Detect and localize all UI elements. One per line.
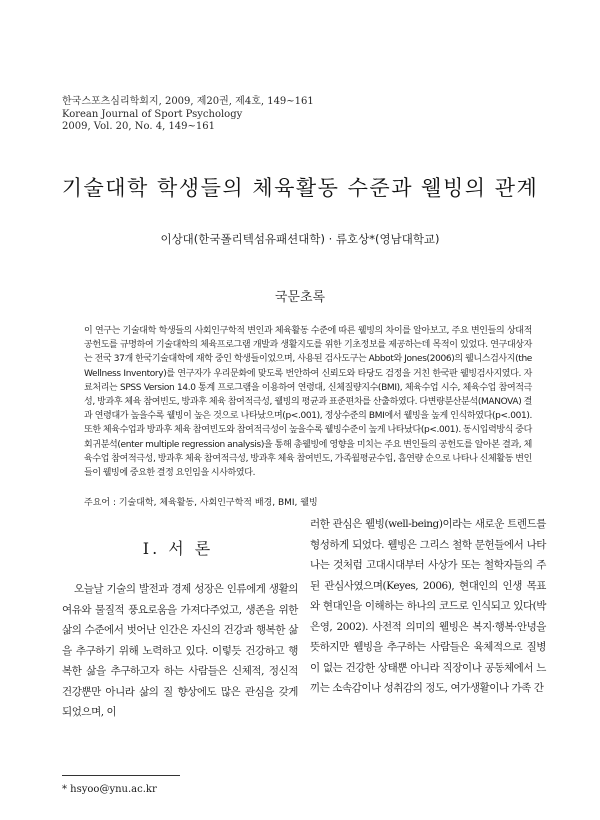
abstract-heading: 국문초록 xyxy=(274,290,326,305)
paper-title: 기술대학 학생들의 체육활동 수준과 웰빙의 관계 xyxy=(61,176,539,201)
footnote-email: * hsyoo@ynu.ac.kr xyxy=(62,784,157,795)
body-column-left xyxy=(62,579,298,723)
body-column-right xyxy=(310,514,546,699)
journal-header xyxy=(62,96,314,134)
abstract-block xyxy=(84,324,532,480)
keywords-line: 주요어 : 기술대학, 체육활동, 사회인구학적 배경, BMI, 웰빙 xyxy=(84,498,318,508)
journal-volume-english: 2009, Vol. 20, No. 4, 149~161 xyxy=(62,121,215,132)
intro-paragraph-left: 오늘날 기술의 발전과 경제 성장은 인류에게 생활의 여유와 물질적 풍요로움을 가져다주었고, 생존을 위한 삶의 수준에서 벗어난 인간은 자신의 건강과 행복한 삶을 추구하기 위해 노력하고 있다. 이렇듯 건강하고 행복한 삶을 추구하고자 하는 사람들은 신체적, 정신적 건강뿐만 아니라 삶의 질 향상에도 많은 관심을 갖게 되었으며, 이 xyxy=(62,583,298,718)
journal-name-english: Korean Journal of Sport Psychology xyxy=(62,108,243,120)
footnote-divider xyxy=(62,775,180,776)
intro-paragraph-right: 러한 관심은 웰빙(well-being)이라는 새로운 트렌드를 형성하게 되었다. 웰빙은 그리스 철학 문헌들에서 나타나는 것처럼 고대시대부터 사상가 또는 철학자들의 주된 관심사였으며(Keyes, 2006), 현대인의 인생 목표와 현대인을 이해하는 하나의 코드로 인식되고 있다(박은영, 2002). 사전적 의미의 웰빙은 복지·행복·안녕을 뜻하지만 웰빙을 추구하는 사람들은 육체적으로 질병이 없는 건강한 상태뿐 아니라 직장이나 공동체에서 느끼는 소속감이나 성취감의 정도, 여가생활이나 가족 간 xyxy=(310,518,546,694)
abstract-body: 이 연구는 기술대학 학생들의 사회인구학적 변인과 체육활동 수준에 따른 웰빙의 차이를 알아보고, 주요 변인들의 상대적 공헌도를 규명하여 기술대학의 체육프로그램 개발과 생활지도를 위한 기초정보를 제공하는데 목적이 있었다. 연구대상자는 전국 37개 한국기술대학에 재학 중인 학생들이었으며, 사용된 검사도구는 Abbot와 Jones(2006)의 웰니스검사지(the Wellness Inventory)를 연구자가 우리문화에 맞도록 번안하여 신뢰도와 타당도 검정을 거친 한국판 웰빙검사지였다. 자료처리는 SPSS Version 14.0 통계 프로그램을 이용하여 연령대, 신체질량지수(BMI), 체육수업 시수, 체육수업 참여적극성, 방과후 체육 참여빈도, 방과후 체육 참여적극성, 웰빙의 평균과 표준편차를 산출하였다. 다변량분산분석(MANOVA) 결과 연령대가 높을수록 웰빙이 높은 것으로 나타났으며(p<.001), 정상수준의 BMI에서 웰빙을 높게 인식하였다(p<.001). 또한 체육수업과 방과후 체육 참여빈도와 참여적극성이 높을수록 웰빙수준이 높게 나타났다(p<.001). 동시입력방식 중다회귀분석(enter multiple regression analysis)을 통해 총웰빙에 영향을 미치는 주요 변인들의 공헌도를 알아본 결과, 체육수업 참여적극성, 방과후 체육 참여적극성, 방과후 체육 참여빈도, 가족월평균수입, 흡연량 순으로 나타나 신체활동 변인들이 웰빙에 중요한 결정 요인임을 시사하였다. xyxy=(84,326,532,479)
journal-citation-korean: 한국스포츠심리학회지, 2009, 제20권, 제4호, 149~161 xyxy=(62,96,314,107)
author-line: 이상대(한국폴리텍섬유패션대학) · 류호상*(영남대학교) xyxy=(160,232,440,246)
section-heading-introduction: Ⅰ. 서 론 xyxy=(142,539,214,558)
